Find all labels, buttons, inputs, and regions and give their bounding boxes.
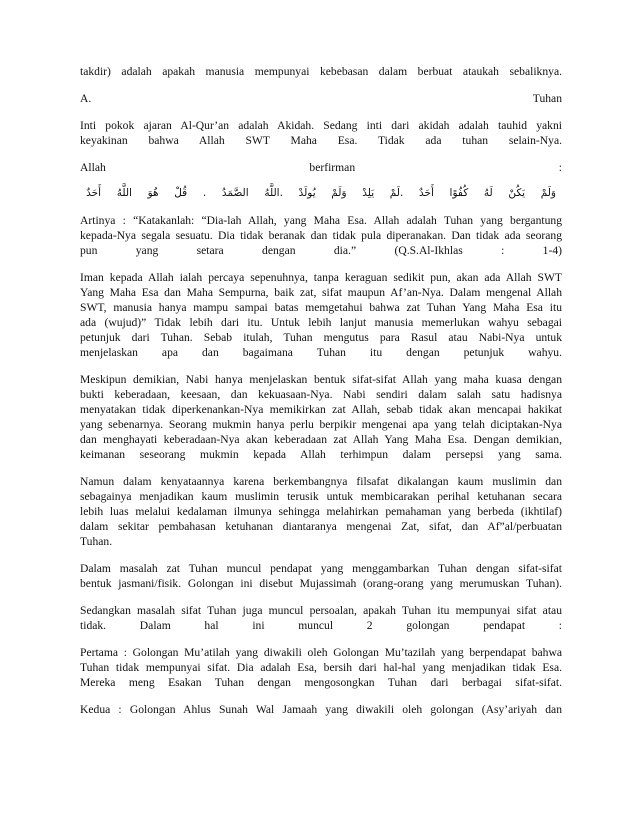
arabic-word: . (202, 187, 207, 199)
text-line: Meskipun demikian, Nabi hanya menjelaskan bentuk sifat-sifat Allah yang maha kuasa dengan (80, 373, 562, 386)
text-line: keimanan seseorang mukmin kepada Allah terhimpun dalam persepsi yang sama. (80, 448, 562, 461)
text-line: yang sebenarnya. Seorang mukmin hanya perlu berpikir mengenai apa yang telah diciptakan-Nya (80, 418, 562, 431)
paragraph-intro: takdir) adalah apakah manusia mempunyai kebebasan dalam berbuat ataukah sebaliknya. (80, 65, 562, 78)
paragraph-akidah (80, 118, 562, 148)
paragraph-artinya (80, 213, 562, 258)
paragraph-zat-tuhan (80, 561, 562, 591)
text-line: Yang Maha Esa dan Maha Sempurna, baik zat, sifat maupun Af’an-Nya. Dalam mengenal Allah (80, 286, 562, 299)
text-line: pun yang setara dengan dia.” (Q.S.Al-Ikhlas : 1-4) (80, 244, 562, 257)
paragraph-pertama (80, 645, 562, 690)
text-line: Kedua : Golongan Ahlus Sunah Wal Jamaah yang diwakili oleh golongan (Asy’ariyah dan (80, 703, 562, 716)
text-line: dalam sekitar pembahasan ketuhanan diantaranya mengenai Zat, sifat, dan Af”al/perbuatan (80, 520, 562, 533)
arabic-word: يَلِدْ (362, 187, 375, 199)
paragraph-namun (80, 474, 562, 549)
text-line: Tuhan. (80, 535, 113, 548)
text-line: Iman kepada Allah ialah percaya sepenuhnya, tanpa keraguan sedikit pun, akan ada Allah SWT (80, 271, 562, 284)
text-line: kepada-Nya segala sesuatu. Dia tidak beranak dan tidak pula diperanakan. Dan tidak ada seorang (80, 229, 562, 242)
arabic-word: هُوَ (147, 187, 159, 199)
arabic-word: اللَّهُ (116, 187, 132, 199)
text-line: ada (wujud)” Tidak lebih dari itu. Untuk lebih lanjut manusia memerlukan wahyu sebagai (80, 316, 562, 329)
arabic-word: يَكُنْ (508, 187, 526, 199)
arabic-word: الصَّمَدُ (221, 187, 249, 199)
text-line: dan menghayati keberadaan-Nya akan keberadaan zat Allah Yang Maha Esa. Dengan demikian, (80, 433, 562, 446)
firman-colon: : (558, 161, 562, 174)
text-line: Tuhan tidak mempunyai sifat. Dia adalah Esa, bersih dari hal-hal yang menjadikan tidak Esa. (80, 661, 562, 674)
paragraph-iman (80, 270, 562, 360)
arabic-word: وَلَمْ (331, 187, 347, 199)
text-line: Dalam masalah zat Tuhan muncul pendapat yang menggambarkan Tuhan dengan sifat-sifat (80, 562, 562, 575)
arabic-word: كُفُوًا (449, 187, 469, 199)
text-line: petunjuk dari Tuhan. Sebab itulah, Tuhan mengutus para Rasul atau Nabi-Nya untuk (80, 331, 562, 344)
paragraph-sifat-tuhan (80, 603, 562, 633)
arabic-word: قُلْ (174, 187, 188, 199)
arabic-word: .اللَّهُ (264, 187, 283, 199)
arabic-verse (80, 186, 562, 201)
text-line: bentuk jasmani/fisik. Golongan ini disebut Mujassimah (orang-orang yang merumuskan Tuhan). (80, 577, 562, 590)
section-letter: A. (80, 92, 92, 105)
text-line: bukti keberadaan, keesaan, dan kekuasaan-Nya. Nabi sendiri dalam salah satu hadisnya (80, 388, 562, 401)
text-line: Mereka meng Esakan Tuhan dengan mengosongkan Tuhan dari berbagai sifat-sifat. (80, 676, 562, 689)
text-line: Inti pokok ajaran Al-Qur’an adalah Akidah. Sedang inti dari akidah adalah tauhid yakni (80, 119, 562, 132)
text-line: menjelaskan apa dan bagaimana Tuhan itu dengan petunjuk wahyu. (80, 346, 562, 359)
arabic-word: وَلَمْ (540, 187, 556, 199)
text-line: lebih luas melalui kedalaman ilmunya sehingga melahirkan pemahaman yang berbeda (ikhtilaf) (80, 505, 562, 518)
arabic-word: .لَمْ (389, 187, 404, 199)
arabic-word: أَحَدٌ (86, 187, 102, 199)
section-heading (80, 91, 562, 106)
firman-line (80, 160, 562, 175)
text-line: sebagainya menjadikan kaum muslimin terusik untuk membicarakan perihal ketuhanan secara (80, 490, 562, 503)
paragraph-meskipun (80, 372, 562, 462)
text-line: keyakinan bahwa Allah SWT Maha Esa. Tidak ada tuhan selain-Nya. (80, 134, 562, 147)
text-line: tidak. Dalam hal ini muncul 2 golongan pendapat : (80, 619, 562, 632)
document-page (80, 64, 562, 717)
text-line: SWT, manusia hanya mampu sampai batas memgetahui bahwa zat Tuhan Yang Maha Esa itu (80, 301, 562, 314)
firman-left: Allah (80, 161, 106, 174)
text-line: Namun dalam kenyataannya karena berkembangnya filsafat dikalangan kaum muslimin dan (80, 475, 562, 488)
text-line: Artinya : “Katakanlah: “Dia-lah Allah, yang Maha Esa. Allah adalah Tuhan yang bergantung (80, 214, 562, 227)
text-line: Sedangkan masalah sifat Tuhan juga muncul persoalan, apakah Tuhan itu mempunyai sifat atau (80, 604, 562, 617)
arabic-word: أَحَدٌ (418, 187, 434, 199)
paragraph-kedua (80, 702, 562, 717)
arabic-word: لَهُ (483, 187, 493, 199)
firman-center: berfirman (309, 161, 356, 174)
text-line: menyatakan tidak diperkenankan-Nya memikirkan zat Allah, sebab tidak akan mencapai hakikat (80, 403, 562, 416)
section-title: Tuhan (532, 92, 562, 105)
text-line: Pertama : Golongan Mu’atilah yang diwakili oleh Golongan Mu’tazilah yang berpendapat bahwa (80, 646, 562, 659)
arabic-word: يُولَدْ (298, 187, 316, 199)
